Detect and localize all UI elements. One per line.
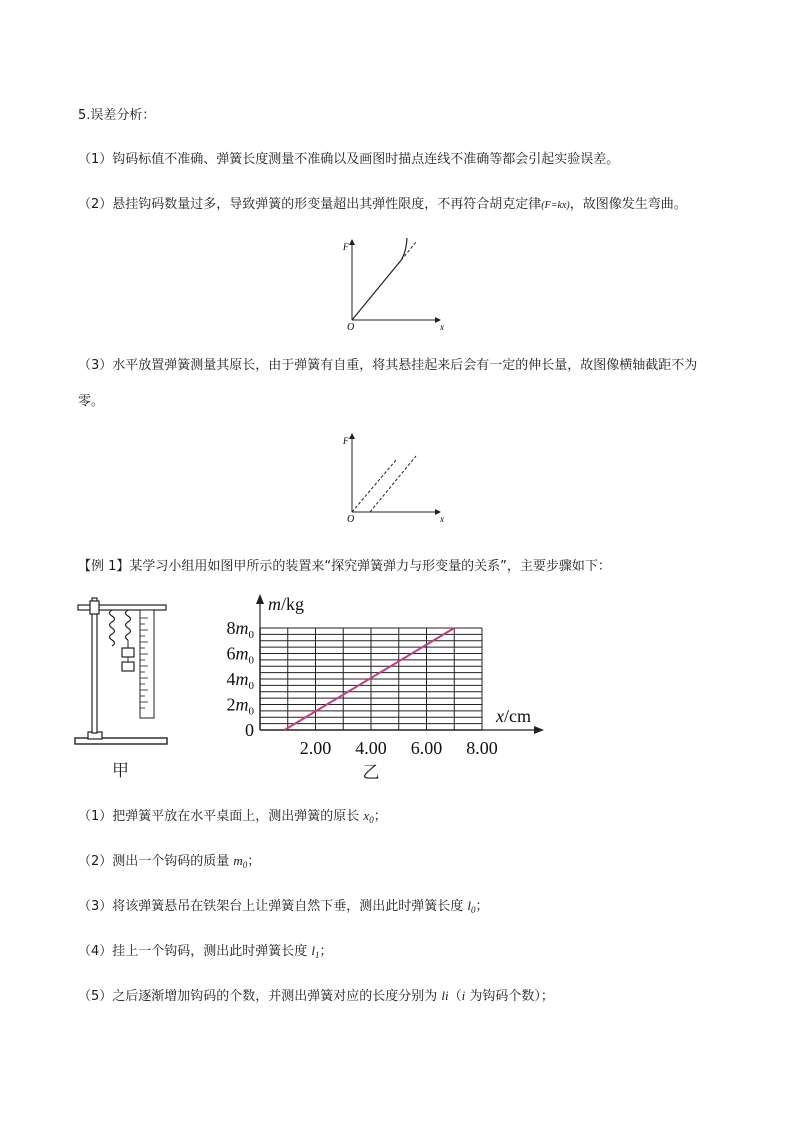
step-3-sub: 0 bbox=[471, 905, 476, 915]
step-4 bbox=[78, 940, 333, 960]
step-2-sub: 0 bbox=[242, 860, 248, 870]
y-tick-label: $4m_0$ bbox=[226, 669, 254, 692]
step-4-end: ； bbox=[319, 944, 333, 959]
step-1-var: x bbox=[363, 808, 370, 823]
step-5-text: （5）之后逐渐增加钩码的个数，并测出弹簧对应的长度分别为 bbox=[78, 989, 442, 1004]
spring-right bbox=[126, 610, 131, 640]
step-4-sub: 1 bbox=[315, 950, 320, 960]
y-label: F bbox=[343, 242, 349, 252]
step-3-var: l bbox=[467, 898, 472, 913]
x-tick-label: 6.00 bbox=[410, 738, 443, 758]
linear-segment bbox=[352, 264, 398, 320]
y-axis-label: m/kg bbox=[268, 594, 305, 614]
step-3-end: ； bbox=[475, 899, 489, 914]
x-label: x bbox=[440, 322, 444, 332]
graph-offset bbox=[340, 430, 460, 530]
origin-label: O bbox=[347, 514, 355, 525]
step-1 bbox=[78, 805, 387, 825]
y-tick-label: $2m_0$ bbox=[226, 694, 254, 718]
curved-segment bbox=[398, 238, 407, 264]
x-tick-label: 2.00 bbox=[299, 738, 332, 758]
step-5-var2: i bbox=[461, 988, 466, 1003]
y-label: F bbox=[343, 436, 349, 446]
example-intro bbox=[78, 555, 611, 574]
step-1-end: ； bbox=[373, 809, 387, 824]
spring-left bbox=[110, 610, 115, 646]
x-tick-label: 8.00 bbox=[466, 738, 498, 758]
origin-label: O bbox=[347, 322, 355, 332]
step-4-var: l bbox=[311, 943, 316, 958]
example-text: 某学习小组用如图甲所示的装置来“探究弹簧弹力与形变量的关系”，主要步骤如下： bbox=[129, 559, 611, 574]
step-2-text: （2）测出一个钩码的质量 bbox=[78, 854, 234, 869]
step-3-text: （3）将该弹簧悬吊在铁架台上让弹簧自然下垂，测出此时弹簧长度 bbox=[78, 899, 468, 914]
step-2-end: ； bbox=[247, 854, 261, 869]
y-tick-label: $8m_0$ bbox=[226, 618, 254, 641]
fig-right-caption: 乙 bbox=[362, 763, 380, 782]
graph-curved bbox=[340, 232, 460, 332]
step-5 bbox=[78, 985, 554, 1004]
fig-left-caption: 甲 bbox=[112, 761, 129, 781]
item-3: （3）水平放置弹簧测量其原长，由于弹簧有自重，将其悬挂起来后会有一定的伸长量，故图像横轴截距不为零。 bbox=[78, 358, 698, 409]
x-axis-arrow bbox=[534, 726, 544, 734]
step-3 bbox=[78, 895, 489, 915]
step-2 bbox=[78, 850, 260, 870]
step-5-var: li bbox=[441, 988, 449, 1003]
step-1-sub: 0 bbox=[369, 815, 374, 825]
step-4-text: （4）挂上一个钩码，测出此时弹簧长度 bbox=[78, 944, 312, 959]
clamp bbox=[90, 601, 99, 614]
item-2 bbox=[78, 193, 687, 212]
item-1: （1）钩码标值不准确、弹簧长度测量不准确以及画图时描点连线不准确等都会引起实验误差。 bbox=[78, 152, 620, 167]
y-tick-label: 0 bbox=[245, 720, 254, 740]
mass-extension-chart bbox=[190, 588, 550, 788]
iron-stand-figure bbox=[70, 590, 180, 785]
x-axis-label: x/cm bbox=[496, 706, 531, 726]
x-label: x bbox=[440, 514, 444, 524]
item-2-tail: ，故图像发生弯曲。 bbox=[569, 197, 687, 212]
stand-rod bbox=[92, 598, 97, 733]
x-tick-label: 4.00 bbox=[355, 738, 387, 758]
item-2-text: （2）悬挂钩码数量过多，导致弹簧的形变量超出其弹性限度，不再符合胡克定律 bbox=[78, 197, 542, 212]
step-5-end: 为钩码个数）； bbox=[465, 989, 554, 1004]
line-with-intercept bbox=[370, 456, 416, 512]
step-2-var: m bbox=[233, 853, 243, 868]
example-tag: 【例 1】 bbox=[78, 559, 130, 574]
step-1-text: （1）把弹簧平放在水平桌面上，测出弹簧的原长 bbox=[78, 809, 364, 824]
line-through-origin bbox=[352, 460, 396, 512]
y-axis-arrow bbox=[256, 594, 264, 604]
step-5-mid: （ bbox=[448, 989, 462, 1004]
y-tick-label: $6m_0$ bbox=[226, 643, 254, 667]
item-2-formula: (F=kx) bbox=[541, 200, 570, 211]
weight-2 bbox=[122, 662, 134, 671]
section-title: 5.误差分析： bbox=[78, 108, 156, 123]
weight-1 bbox=[122, 648, 134, 657]
